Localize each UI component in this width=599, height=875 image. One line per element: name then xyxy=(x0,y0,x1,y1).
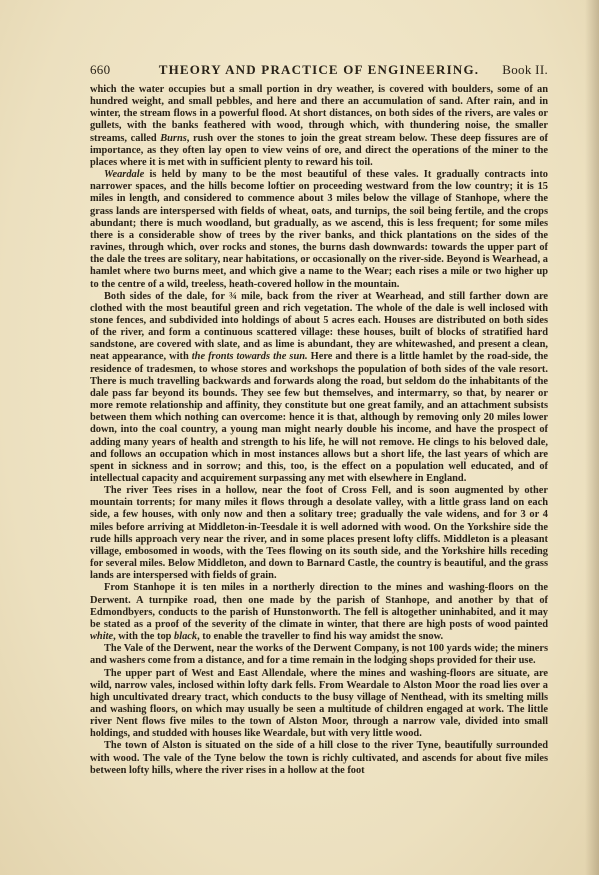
text-run: Here and there is a little hamlet by the road-side, the residence of tradesmen, to whose stores and workshops the population of both sides of the vale resort. There is much travelling backwards and forwards along the road, but seldom do the inhabitants of the dale pass far beyond its bounds. They see few but themselves, and intermarry, so that, by nearer or more remote relationship and affinity, they constitute but one great family, and an attachment subsists between them which nothing can overcome: hence it is that, although by removing only 20 miles lower down, into the coal country, a young man might nearly double his income, and have the prospect of adding many years of health and strength to his life, he will not remove. He clings to his beloved dale, and follows an occupation which in most instances allows but a short life, the last years of which are spent in sickness and in sorrow; and this, too, is the effect on a population well educated, and of intellectual capacity and acquirement surpassing any met with elsewhere in England. xyxy=(90,351,549,484)
italic-text: white xyxy=(90,631,114,643)
text-run: The upper part of West and East Allendale, where the mines and washing-floors are situate, are wild, narrow vales, inclosed within lofty dark fells. From Weardale to Alston Moor the road lies over a high uncultivated dreary tract, which conducts to the busy village of Nenthead, with its smelting mills and washing floors, on which may usually be seen a multitude of children engaged at work. The little river Nent flows five miles to the town of Alston Moor, through a narrow vale, divided into small holdings, and studded with houses like Weardale, but with very little wood. xyxy=(90,667,548,740)
text-run: The Vale of the Derwent, near the works of the Derwent Company, is not 100 yards wide; the miners and washers come from a distance, and for a time remain in the lodging shops provided for their use. xyxy=(90,643,548,667)
paragraph xyxy=(90,84,548,169)
paragraph xyxy=(90,668,548,741)
paragraph xyxy=(90,582,548,643)
text-run: The river Tees rises in a hollow, near the foot of Cross Fell, and is soon augmented by other mountain torrents; for many miles it flows through a desolate valley, with a little grass land on each side, a few houses, with only now and then a solitary tree; gradually the vale widens, and for 3 or 4 miles before arriving at Middleton-in-Teesdale it is well adorned with wood. On the Yorkshire side the rude hills approach very near the river, and in some places present lofty cliffs. Middleton is a pleasant village, embosomed in woods, with the Tees flowing on its south side, and the Yorkshire hills receding for several miles. Below Middleton, and down to Barnard Castle, the country is beautiful, and the grass lands are interspersed with fields of grain. xyxy=(90,485,548,582)
italic-text: Weardale xyxy=(104,169,145,181)
paragraph xyxy=(90,740,548,776)
text-run: From Stanhope it is ten miles in a northerly direction to the mines and washing-floors on the Derwent. A turnpike road, then one made by the parish of Stanhope, and another by that of Edmondbyers, conducts to the parish of Hunstonworth. The fell is altogether uninhabited, and it may be stated as a proof of the severity of the climate in winter, that there are high posts of wood painted xyxy=(90,582,548,630)
text-run: , with the top xyxy=(113,631,175,643)
paragraph xyxy=(90,643,548,667)
text-run: Both sides of the dale, for ¾ mile, back from the river at Wearhead, and still farther down are clothed with the most beautiful green and rich vegetation. The whole of the dale is well inclosed with stone fences, and subdivided into holdings of about 5 acres each. Houses are distributed on both sides of the river, and form a continuous scattered village: these houses, built of blocks of stratified hard sandstone, are covered with slate, and as lime is abundant, they are whitewashed, and present a clean, neat appearance, with xyxy=(90,290,548,363)
text-run: The town of Alston is situated on the side of a hill close to the river Tyne, beautifully surrounded with wood. The vale of the Tyne below the town is richly cultivated, and ascends for about five miles between lofty hills, where the river rises in a hollow at the foot xyxy=(90,740,548,776)
text-run: which the water occupies but a small portion in dry weather, is covered with boulders, some of an hundred weight, and small pebbles, and here and there an accumulation of sand. After rain, and in winter, the stream flows in a powerful flood. At short distances, on both sides of the rivers, are vales or gullets, with the banks feathered with wood, through which, with thundering noise, the smaller streams, called xyxy=(90,84,548,144)
italic-text: Burns xyxy=(160,132,187,144)
italic-text: black xyxy=(174,631,198,643)
paragraph xyxy=(90,291,548,486)
text-run: is held by many to be the most beautiful of these vales. It gradually contracts into narrower spaces, and the hills become loftier on proceeding westward from the low country; it is 15 miles in length, and considered to commence about 3 miles below the village of Stanhope, where the grass lands are interspersed with fields of wheat, oats, and turnips, the soil being fertile, and the crops abundant; there is much woodland, but gradually, as we ascend, this is less frequent; for some miles there is a considerable show of trees by the river banks, and thick plantations on the sides of the ravines, through which, over rocks and stones, the burns dash downwards: towards the upper part of the dale the trees are solitary, near habitations, or occasionally on the river-side. Beyond is Wearhead, a hamlet where two burns meet, and which give a name to the Wear; each rises a mile or two higher up to the centre of a wild, treeless, heath-covered hollow in the mountain. xyxy=(90,169,548,290)
page-number: 660 xyxy=(90,62,111,77)
book-label: Book II. xyxy=(502,62,548,77)
paragraph xyxy=(90,169,548,291)
page-spine-shadow xyxy=(585,0,599,875)
paragraph xyxy=(90,485,548,582)
running-title: THEORY AND PRACTICE OF ENGINEERING. xyxy=(158,62,480,77)
body-text xyxy=(90,84,548,777)
text-run: , rush over the stones to join the great stream below. These deep fissures are of importance, as they often lay open to view veins of ore, and direct the operations of the miner to the places where it is met with in sufficient plenty to reward his toil. xyxy=(90,132,548,168)
italic-text: the fronts towards the sun. xyxy=(191,351,308,363)
text-run: , to enable the traveller to find his way amidst the snow. xyxy=(197,631,444,643)
running-header xyxy=(90,62,548,78)
